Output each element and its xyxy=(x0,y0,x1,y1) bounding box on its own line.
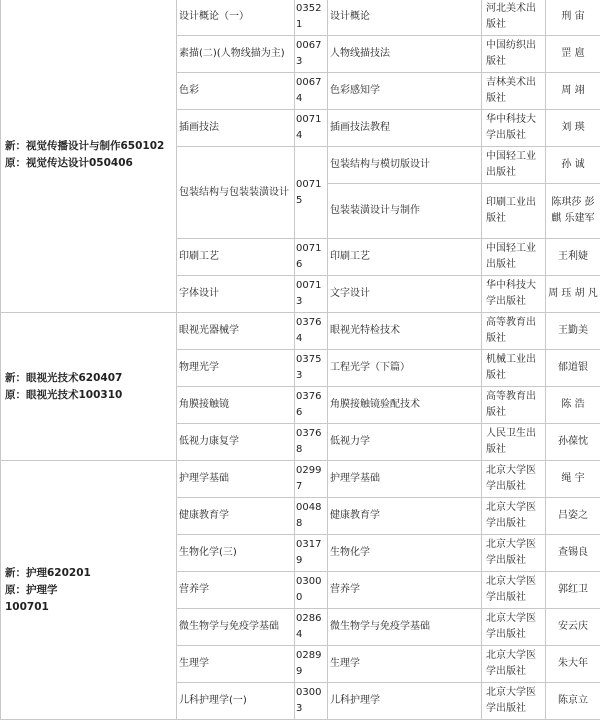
author: 绳 宇 xyxy=(546,461,600,498)
course-code: 03000 xyxy=(295,572,328,609)
course-code: 00714 xyxy=(295,110,328,147)
author: 陈 浩 xyxy=(546,387,600,424)
course-code: 00716 xyxy=(295,239,328,276)
author: 郭红卫 xyxy=(546,572,600,609)
course-code: 00715 xyxy=(295,147,328,239)
author: 孙 诚 xyxy=(546,147,600,184)
publisher: 中国轻工业出版社 xyxy=(482,147,546,184)
table-row xyxy=(1,461,600,498)
course-name: 护理学基础 xyxy=(177,461,295,498)
author: 孙葆忱 xyxy=(546,424,600,461)
publisher: 北京大学医学出版社 xyxy=(482,498,546,535)
publisher: 人民卫生出版社 xyxy=(482,424,546,461)
course-name: 物理光学 xyxy=(177,350,295,387)
author: 朱大年 xyxy=(546,646,600,683)
course-code: 03003 xyxy=(295,683,328,720)
major-cell xyxy=(1,461,177,720)
major-old: 原：眼视光技术100310 xyxy=(5,387,174,404)
author: 陈京立 xyxy=(546,683,600,720)
course-code: 02899 xyxy=(295,646,328,683)
major-cell xyxy=(1,0,177,313)
author: 周 珏 胡 凡 xyxy=(546,276,600,313)
major-new: 新：眼视光技术620407 xyxy=(5,370,174,387)
course-code: 03521 xyxy=(295,0,328,36)
publisher: 河北美术出版社 xyxy=(482,0,546,36)
course-name: 角膜接触镜 xyxy=(177,387,295,424)
publisher: 北京大学医学出版社 xyxy=(482,683,546,720)
course-code: 02864 xyxy=(295,609,328,646)
course-name: 素描(二)(人物线描为主) xyxy=(177,36,295,73)
author: 查锡良 xyxy=(546,535,600,572)
publisher: 华中科技大学出版社 xyxy=(482,110,546,147)
author: 周 翊 xyxy=(546,73,600,110)
publisher: 高等教育出版社 xyxy=(482,313,546,350)
author: 安云庆 xyxy=(546,609,600,646)
publisher: 印刷工业出版社 xyxy=(482,184,546,239)
textbook-title: 儿科护理学 xyxy=(328,683,482,720)
course-code: 03766 xyxy=(295,387,328,424)
publisher: 北京大学医学出版社 xyxy=(482,535,546,572)
author: 吕姿之 xyxy=(546,498,600,535)
course-name: 色彩 xyxy=(177,73,295,110)
textbook-title: 健康教育学 xyxy=(328,498,482,535)
textbook-title: 文字设计 xyxy=(328,276,482,313)
course-code: 03179 xyxy=(295,535,328,572)
course-name: 字体设计 xyxy=(177,276,295,313)
course-name: 包装结构与包装装潢设计 xyxy=(177,147,295,239)
course-name: 营养学 xyxy=(177,572,295,609)
author: 刘 瑛 xyxy=(546,110,600,147)
course-name: 儿科护理学(一) xyxy=(177,683,295,720)
course-name: 设计概论（一） xyxy=(177,0,295,36)
publisher: 北京大学医学出版社 xyxy=(482,461,546,498)
textbook-title: 印刷工艺 xyxy=(328,239,482,276)
course-name: 插画技法 xyxy=(177,110,295,147)
textbook-title: 插画技法教程 xyxy=(328,110,482,147)
course-name: 生理学 xyxy=(177,646,295,683)
publisher: 吉林美术出版社 xyxy=(482,73,546,110)
table-row xyxy=(1,0,600,36)
course-code: 00673 xyxy=(295,36,328,73)
major-cell xyxy=(1,313,177,461)
textbook-title: 眼视光特检技术 xyxy=(328,313,482,350)
publisher: 华中科技大学出版社 xyxy=(482,276,546,313)
author: 刑 宙 xyxy=(546,0,600,36)
textbook-title: 包装装潢设计与制作 xyxy=(328,184,482,239)
course-code: 00713 xyxy=(295,276,328,313)
course-code: 03764 xyxy=(295,313,328,350)
textbook-title: 工程光学（下篇） xyxy=(328,350,482,387)
textbook-title: 生理学 xyxy=(328,646,482,683)
textbook-title: 设计概论 xyxy=(328,0,482,36)
author: 罡 扈 xyxy=(546,36,600,73)
author: 王利婕 xyxy=(546,239,600,276)
textbook-title: 营养学 xyxy=(328,572,482,609)
table-row xyxy=(1,313,600,350)
course-code: 00674 xyxy=(295,73,328,110)
major-old-code: 100701 xyxy=(5,599,174,616)
publisher: 中国轻工业出版社 xyxy=(482,239,546,276)
course-name: 眼视光器械学 xyxy=(177,313,295,350)
course-name: 生物化学(三) xyxy=(177,535,295,572)
textbook-title: 包装结构与模切版设计 xyxy=(328,147,482,184)
publisher: 北京大学医学出版社 xyxy=(482,609,546,646)
author: 陈琪莎 彭 麒 乐建军 xyxy=(546,184,600,239)
textbook-title: 低视力学 xyxy=(328,424,482,461)
textbook-title: 色彩感知学 xyxy=(328,73,482,110)
course-code: 02997 xyxy=(295,461,328,498)
author: 王勤美 xyxy=(546,313,600,350)
publisher: 北京大学医学出版社 xyxy=(482,572,546,609)
course-code: 00488 xyxy=(295,498,328,535)
author: 郁道银 xyxy=(546,350,600,387)
publisher: 中国纺织出版社 xyxy=(482,36,546,73)
course-name: 微生物学与免疫学基础 xyxy=(177,609,295,646)
course-name: 健康教育学 xyxy=(177,498,295,535)
publisher: 北京大学医学出版社 xyxy=(482,646,546,683)
textbook-title: 微生物学与免疫学基础 xyxy=(328,609,482,646)
textbook-title: 生物化学 xyxy=(328,535,482,572)
major-old: 原：视觉传达设计050406 xyxy=(5,155,174,172)
course-code: 03768 xyxy=(295,424,328,461)
course-code: 03753 xyxy=(295,350,328,387)
publisher: 高等教育出版社 xyxy=(482,387,546,424)
major-old: 原：护理学 xyxy=(5,582,174,599)
textbook-title: 护理学基础 xyxy=(328,461,482,498)
course-name: 印刷工艺 xyxy=(177,239,295,276)
publisher: 机械工业出版社 xyxy=(482,350,546,387)
textbook-title: 人物线描技法 xyxy=(328,36,482,73)
textbook-title: 角膜接触镜验配技术 xyxy=(328,387,482,424)
major-new: 新：视觉传播设计与制作650102 xyxy=(5,138,174,155)
major-new: 新：护理620201 xyxy=(5,565,174,582)
course-name: 低视力康复学 xyxy=(177,424,295,461)
